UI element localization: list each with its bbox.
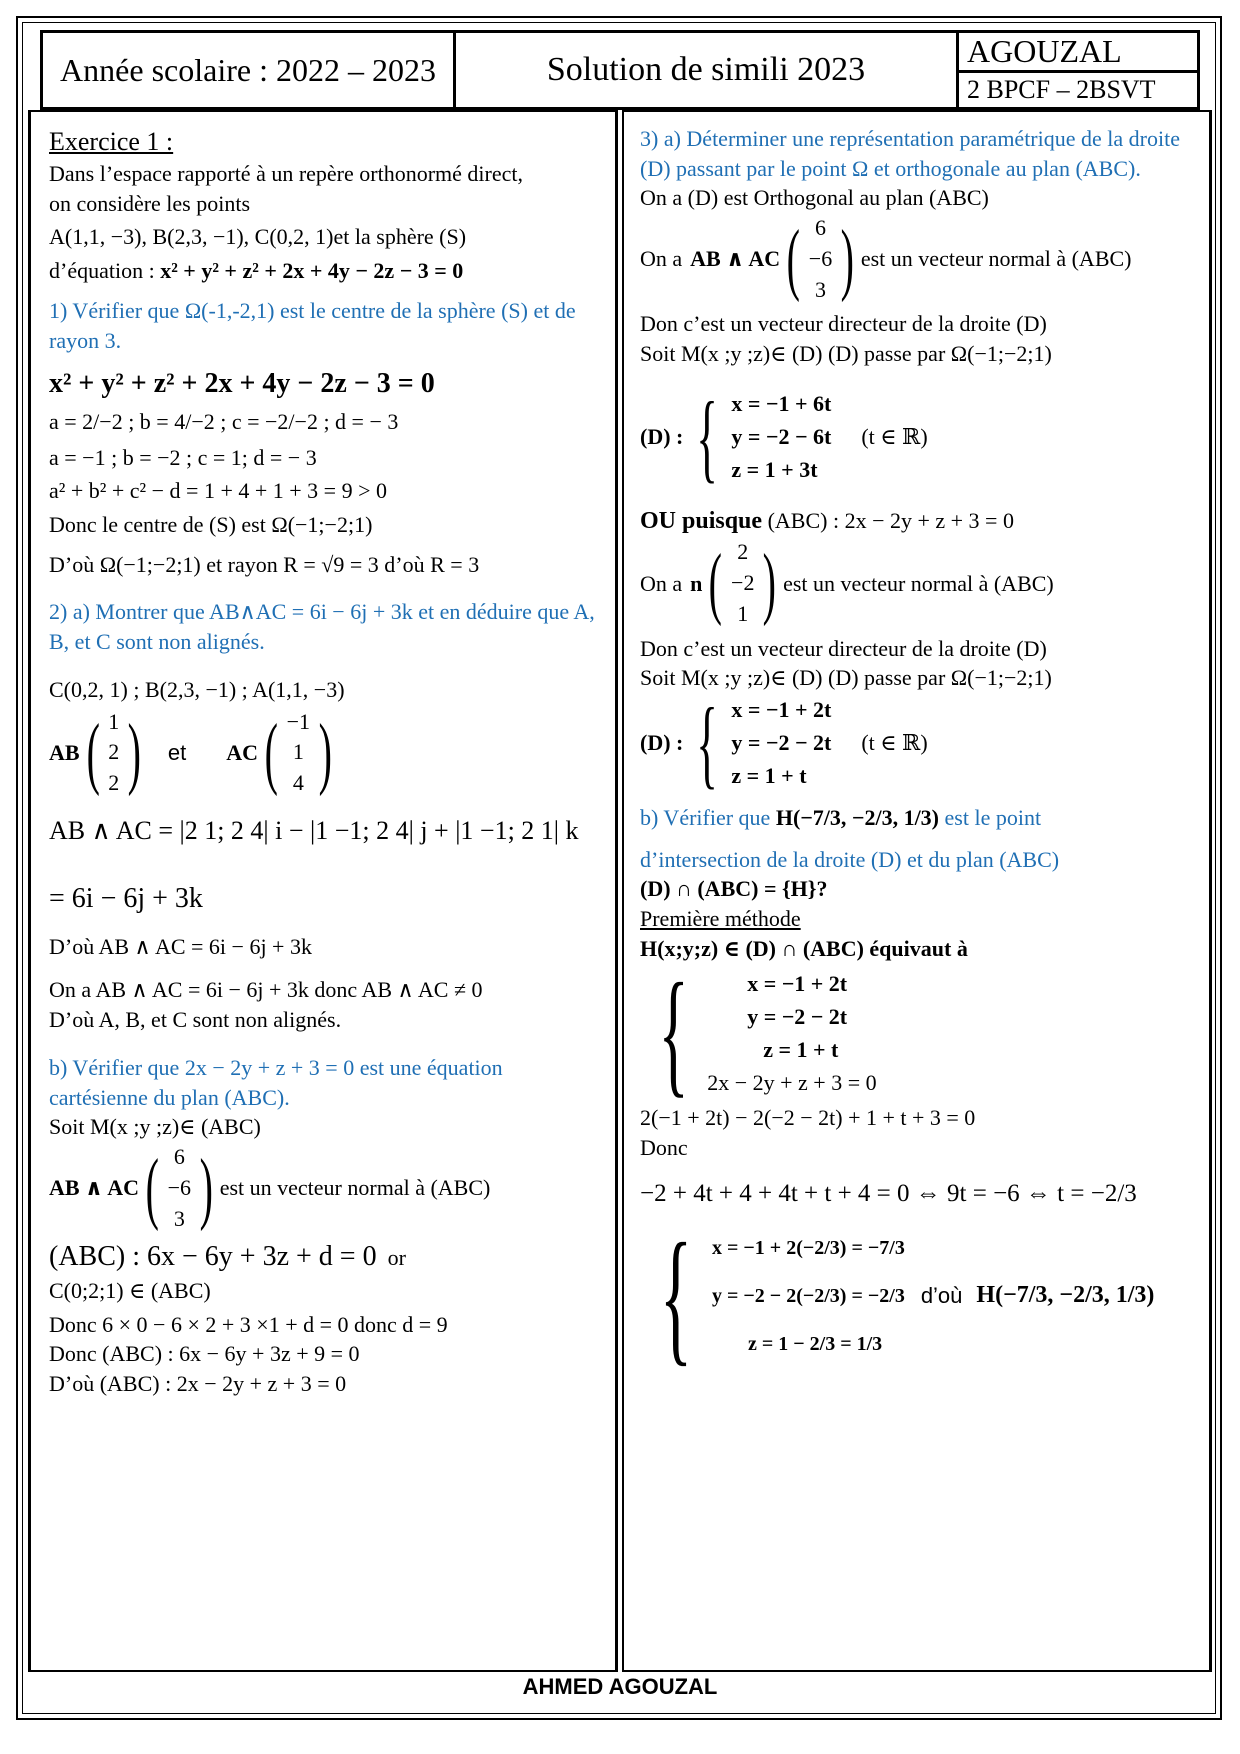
method-line-2: H(x;y;z) ∈ (D) ∩ (ABC) équivaut à <box>640 935 968 961</box>
question-3a: 3) a) Déterminer une représentation paramétrique de la droite (D) passant par le point Ω et orthogonale au plan (ABC). <box>640 126 1180 181</box>
normal-vector: ( 6 −6 3 ) <box>145 1143 214 1233</box>
r2-label: AB ∧ AC <box>690 246 781 272</box>
header <box>40 30 1200 110</box>
r2-text: est un vecteur normal à (ABC) <box>860 246 1132 272</box>
q1-equation: x² + y² + z² + 2x + 4y − 2z − 3 = 0 <box>49 368 435 400</box>
q1-line-3: a² + b² + c² − d = 1 + 4 + 1 + 3 = 9 > 0 <box>49 478 387 504</box>
r2-pre: On a <box>640 246 683 272</box>
method-line-3: 2(−1 + 2t) − 2(−2 − 2t) + 1 + t + 3 = 0 <box>640 1105 976 1131</box>
eq-label: d’équation : <box>49 258 161 284</box>
ac-vector: ( −1 1 4 ) <box>264 708 333 797</box>
intro-line-1: Dans l’espace rapporté à un repère orthonormé direct, <box>49 161 523 187</box>
et-label: et <box>167 739 187 765</box>
method-line-5: −2 + 4t + 4 + 4t + t + 4 = 0 ⇔ 9t = −6 ⇔ t = −2/3 <box>640 1179 1137 1207</box>
r-line-3: Don c’est un vecteur directeur de la droite (D) <box>640 311 1047 337</box>
determinant-result: = 6i − 6j + 3k <box>49 883 203 914</box>
right-column <box>622 110 1212 1672</box>
author: AGOUZAL <box>959 33 1197 73</box>
intro-line-2: on considère les points <box>49 190 251 216</box>
q2a-d3: D’où A, B, et C sont non alignés. <box>49 1007 342 1033</box>
system-2: (D) : { x = −1 + 2t y = −2 − 2t z = 1 + t (t ∈ ℝ) <box>640 686 928 798</box>
r-line-4: Soit M(x ;y ;z)∈ (D) (D) passe par Ω(−1;−2;1) <box>640 341 1052 367</box>
q1-line-4: Donc le centre de (S) est Ω(−1;−2;1) <box>49 512 373 538</box>
q2a-d2: On a AB ∧ AC = 6i − 6j + 3k donc AB ∧ AC ≠ 0 <box>49 977 483 1003</box>
q1-line-5: D’où Ω(−1;−2;1) et rayon R = √9 = 3 d’où R = 3 <box>49 551 480 577</box>
q2b-plane: (ABC) : 6x − 6y + 3z + d = 0 <box>49 1241 377 1273</box>
dou-label: d’où <box>920 1282 963 1308</box>
question-3b-2: d’intersection de la droite (D) et du plan (ABC) <box>640 846 1060 872</box>
class-label: 2 BPCF – 2BSVT <box>967 75 1156 104</box>
ou-label: OU puisque <box>640 507 763 534</box>
ou-text: (ABC) : 2x − 2y + z + 3 = 0 <box>762 507 1014 533</box>
points-line: A(1,1, −3), B(2,3, −1), C(0,2, 1)et la sphère (S) <box>49 224 467 250</box>
ac-label: AC <box>226 739 258 765</box>
system-1: (D) : { x = −1 + 6t y = −2 − 6t z = 1 + 3t (t ∈ ℝ) <box>640 380 928 492</box>
normal-label: AB ∧ AC <box>49 1175 139 1201</box>
n-label: n <box>690 570 703 596</box>
r-line-6: Soit M(x ;y ;z)∈ (D) (D) passe par Ω(−1;−2;1) <box>640 665 1052 691</box>
doc-title: Solution de simili 2023 <box>456 33 959 107</box>
system-3: { x = −1 + 2t y = −2 − 2t z = 1 + t 2x − 2y + z + 3 = 0 <box>658 955 877 1111</box>
n-pre: On a <box>640 570 683 596</box>
exercise-title: Exercice 1 : <box>49 127 174 156</box>
school-year: Année scolaire : 2022 – 2023 <box>43 33 456 107</box>
q2b-line-4: Donc 6 × 0 − 6 × 2 + 3 ×1 + d = 0 donc d = 9 <box>49 1311 448 1337</box>
system-4: { x = −1 + 2(−2/3) = −7/3 y = −2 − 2(−2/3) = −2/3 z = 1 − 2/3 = 1/3 <box>659 1212 905 1379</box>
n-vector: ( 2 −2 1 ) <box>709 539 777 628</box>
r2-vector: ( 6 −6 3 ) <box>786 215 855 304</box>
left-column <box>28 110 618 1672</box>
footer-author: AHMED AGOUZAL <box>522 1674 718 1699</box>
r-line-5: Don c’est un vecteur directeur de la droite (D) <box>640 635 1047 661</box>
r-line-1: On a (D) est Orthogonal au plan (ABC) <box>640 185 989 211</box>
n-text: est un vecteur normal à (ABC) <box>783 570 1054 596</box>
question-2a: 2) a) Montrer que AB∧AC = 6i − 6j + 3k et en déduire que A, B, et C sont non alignés. <box>49 599 595 655</box>
q2b-or: or <box>387 1245 406 1271</box>
q2b-line-6: D’où (ABC) : 2x − 2y + z + 3 = 0 <box>49 1371 347 1397</box>
question-1: 1) Vérifier que Ω(-1,-2,1) est le centre de la sphère (S) et de rayon 3. <box>49 297 576 353</box>
q1-line-1: a = 2/−2 ; b = 4/−2 ; c = −2/−2 ; d = − 3 <box>49 409 399 435</box>
ab-vector: ( 1 2 2 ) <box>86 708 142 797</box>
method-line-4: Donc <box>640 1135 688 1161</box>
q2b-line-3: C(0;2;1) ∈ (ABC) <box>49 1278 211 1304</box>
normal-text: est un vecteur normal à (ABC) <box>219 1175 491 1201</box>
final-H: H(−7/3, −2/3, 1/3) <box>976 1282 1155 1309</box>
q1-line-2: a = −1 ; b = −2 ; c = 1; d = − 3 <box>49 444 317 470</box>
determinant-line: AB ∧ AC = |2 1; 2 4| i − |1 −1; 2 4| j + |1 −1; 2 1| k <box>49 815 579 845</box>
q2b-line-1: Soit M(x ;y ;z)∈ (ABC) <box>49 1114 261 1140</box>
q2a-points: C(0,2, 1) ; B(2,3, −1) ; A(1,1, −3) <box>49 676 345 702</box>
method-title: Première méthode <box>640 906 801 932</box>
question-3b-3: (D) ∩ (ABC) = {H}? <box>640 876 828 902</box>
q2b-line-5: Donc (ABC) : 6x − 6y + 3z + 9 = 0 <box>49 1341 360 1367</box>
question-3b: b) Vérifier que H(−7/3, −2/3, 1/3) est le point <box>640 804 1042 830</box>
question-2b: b) Vérifier que 2x − 2y + z + 3 = 0 est une équation cartésienne du plan (ABC). <box>49 1054 503 1110</box>
sphere-equation: x² + y² + z² + 2x + 4y − 2z − 3 = 0 <box>160 258 464 284</box>
q2a-d1: D’où AB ∧ AC = 6i − 6j + 3k <box>49 933 312 959</box>
ab-label: AB <box>49 739 80 765</box>
